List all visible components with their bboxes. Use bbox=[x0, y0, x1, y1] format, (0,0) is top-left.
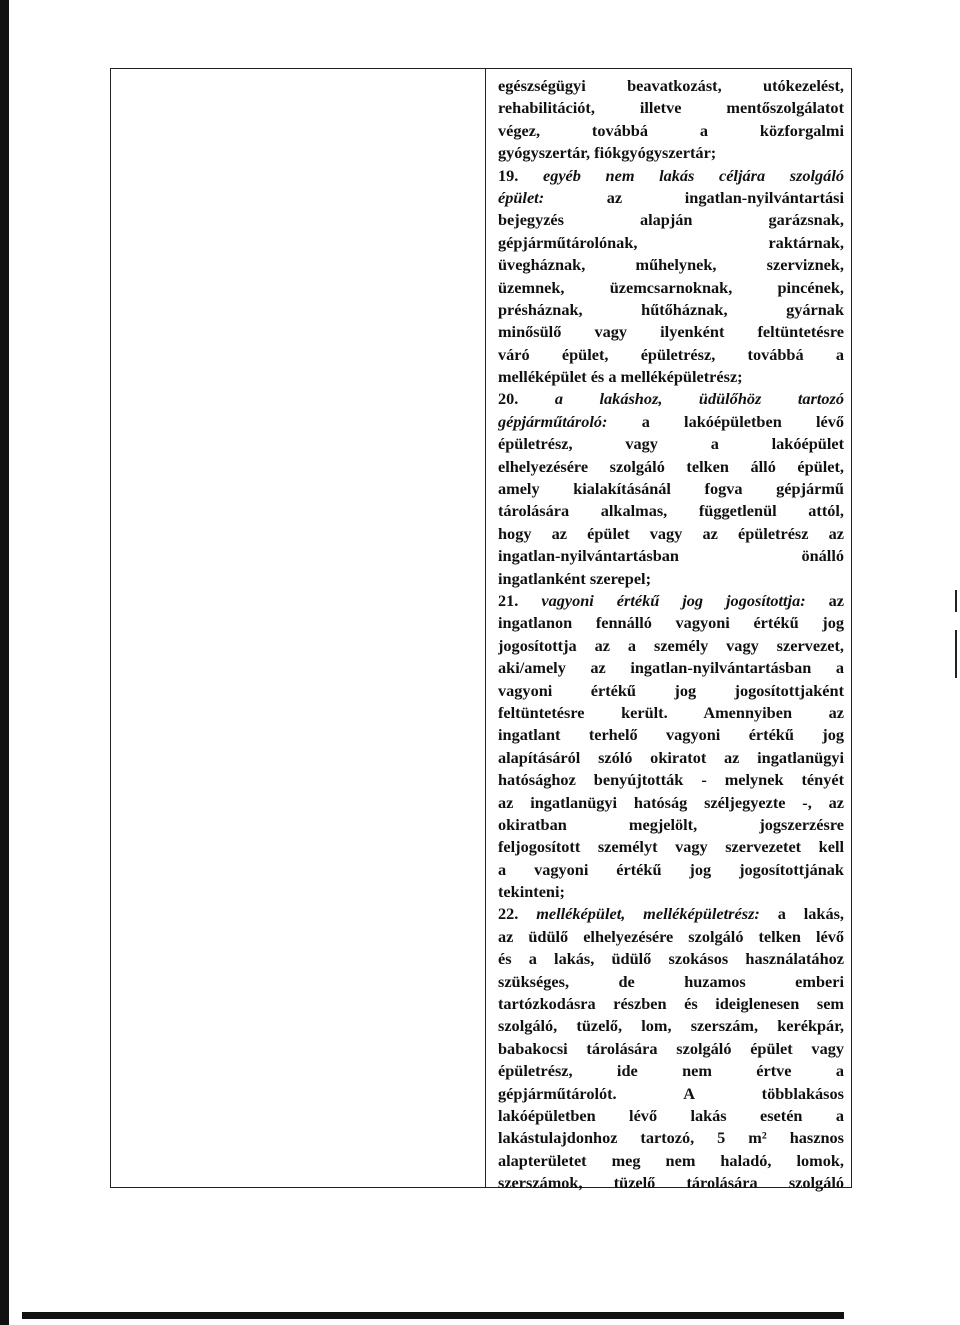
text-line bbox=[498, 1083, 844, 1105]
line-text: hatósághoz benyújtották - melynek tényét bbox=[498, 770, 844, 790]
column-divider bbox=[485, 69, 486, 1187]
line-text: lakástulajdonhoz tartozó, 5 m² hasznos bbox=[498, 1128, 844, 1148]
line-text: egészségügyi beavatkozást, utókezelést, bbox=[498, 76, 844, 95]
item-number: 20. bbox=[498, 389, 519, 409]
text-line bbox=[498, 1038, 844, 1060]
text-line bbox=[498, 545, 844, 567]
defined-term: a lakáshoz, üdülőhöz tartozó bbox=[554, 389, 844, 409]
defined-term: vagyoni értékű jog jogosítottja: bbox=[541, 590, 806, 610]
text-line bbox=[498, 948, 844, 970]
line-text: üzemnek, üzemcsarnoknak, pincének, bbox=[498, 277, 844, 297]
text-line bbox=[498, 254, 844, 276]
line-text: ingatlanként szerepel; bbox=[498, 568, 652, 588]
text-line bbox=[498, 859, 844, 881]
line-text: az ingatlanügyi hatóság széljegyezte -, az bbox=[498, 792, 844, 812]
text-line bbox=[498, 814, 844, 836]
line-text: épületrész, ide nem értve a bbox=[498, 1061, 844, 1081]
line-text: tárolására alkalmas, függetlenül attól, bbox=[498, 501, 844, 521]
line-text: bejegyzés alapján garázsnak, bbox=[498, 210, 844, 230]
line-text: melléképület és a melléképületrész; bbox=[498, 367, 743, 387]
text-line bbox=[498, 1060, 844, 1082]
text-line bbox=[498, 299, 844, 321]
scan-edge-bar bbox=[0, 0, 9, 1325]
scan-margin-mark bbox=[955, 590, 957, 612]
line-text: minősülő vagy ilyenként feltüntetésre bbox=[498, 322, 844, 342]
text-line bbox=[498, 1105, 844, 1127]
line-text: végez, továbbá a közforgalmi bbox=[498, 120, 844, 140]
text-line bbox=[498, 456, 844, 478]
line-text: üvegháznak, műhelynek, szerviznek, bbox=[498, 255, 844, 275]
line-text: vagyoni értékű jog jogosítottjaként bbox=[498, 680, 844, 700]
text-line bbox=[498, 187, 844, 209]
line-text: szükséges, de huzamos emberi bbox=[498, 971, 844, 991]
line-text: a vagyoni értékű jog jogosítottjának bbox=[498, 859, 844, 879]
text-line bbox=[498, 478, 844, 500]
line-text: présháznak, hűtőháznak, gyárnak bbox=[498, 299, 844, 319]
line-text: babakocsi tárolására szolgáló épület vagy bbox=[498, 1038, 844, 1058]
text-line bbox=[498, 433, 844, 455]
item-number: 21. bbox=[498, 590, 519, 610]
definition-text-cell bbox=[498, 75, 844, 1195]
item-number: 22. bbox=[498, 904, 519, 924]
text-line bbox=[498, 277, 844, 299]
text-line bbox=[498, 1015, 844, 1037]
empty-left-cell bbox=[111, 69, 485, 1187]
text-line bbox=[498, 120, 844, 142]
text-line bbox=[498, 836, 844, 858]
line-text: váró épület, épületrész, továbbá a bbox=[498, 344, 844, 364]
text-line bbox=[498, 500, 844, 522]
text-line bbox=[498, 792, 844, 814]
line-text: feltüntetésre került. Amennyiben az bbox=[498, 702, 844, 722]
text-line bbox=[498, 1172, 844, 1194]
text-line bbox=[498, 1127, 844, 1149]
text-line bbox=[498, 209, 844, 231]
line-text: ingatlan-nyilvántartásban önálló bbox=[498, 546, 844, 566]
text-line bbox=[498, 411, 844, 433]
line-text: a lakás, bbox=[777, 904, 844, 924]
text-line bbox=[498, 657, 844, 679]
text-line bbox=[498, 1150, 844, 1172]
text-line bbox=[498, 97, 844, 119]
text-line bbox=[498, 142, 844, 164]
defined-term: egyéb nem lakás céljára szolgáló bbox=[542, 165, 844, 185]
text-line bbox=[498, 75, 844, 97]
document-table bbox=[110, 68, 852, 1193]
line-text: szerszámok, tüzelő tárolására szolgáló bbox=[498, 1173, 844, 1193]
line-text: szolgáló, tüzelő, lom, szerszám, kerékpár, bbox=[498, 1016, 844, 1036]
line-text: aki/amely az ingatlan-nyilvántartásban a bbox=[498, 658, 844, 678]
text-line bbox=[498, 971, 844, 993]
line-text: gyógyszertár, fiókgyógyszertár; bbox=[498, 143, 717, 163]
line-text: ingatlanon fennálló vagyoni értékű jog bbox=[498, 613, 844, 633]
text-line bbox=[498, 769, 844, 791]
line-text: az ingatlan-nyilvántartási bbox=[606, 187, 844, 207]
line-text: az bbox=[828, 590, 844, 610]
text-line bbox=[498, 366, 844, 388]
text-line bbox=[498, 590, 844, 612]
line-text: feljogosított személyt vagy szervezetet kell bbox=[498, 837, 844, 857]
line-text: épületrész, vagy a lakóépület bbox=[498, 434, 844, 454]
text-line bbox=[498, 523, 844, 545]
defined-term: gépjárműtároló: bbox=[498, 411, 608, 431]
text-line bbox=[498, 993, 844, 1015]
text-line bbox=[498, 388, 844, 410]
line-text: a lakóépületben lévő bbox=[641, 411, 844, 431]
text-line bbox=[498, 702, 844, 724]
line-text: ingatlant terhelő vagyoni értékű jog bbox=[498, 725, 844, 745]
line-text: hogy az épület vagy az épületrész az bbox=[498, 523, 844, 543]
text-line bbox=[498, 724, 844, 746]
text-line bbox=[498, 344, 844, 366]
line-text: rehabilitációt, illetve mentőszolgálatot bbox=[498, 98, 844, 118]
line-text: jogosítottja az a személy vagy szervezet, bbox=[498, 635, 844, 655]
line-text: tekinteni; bbox=[498, 882, 565, 902]
line-text: és a lakás, üdülő szokásos használatához bbox=[498, 949, 844, 969]
line-text: alapterületet meg nem haladó, lomok, bbox=[498, 1150, 844, 1170]
text-line bbox=[498, 680, 844, 702]
line-text: tartózkodásra részben és ideiglenesen sem bbox=[498, 994, 844, 1014]
scan-margin-mark bbox=[955, 630, 957, 678]
text-line bbox=[498, 926, 844, 948]
text-line bbox=[498, 165, 844, 187]
line-text: alapításáról szóló okiratot az ingatlanügyi bbox=[498, 747, 844, 767]
text-line bbox=[498, 747, 844, 769]
scan-bottom-bar bbox=[22, 1312, 844, 1319]
line-text: lakóépületben lévő lakás esetén a bbox=[498, 1105, 844, 1125]
text-line bbox=[498, 232, 844, 254]
text-line bbox=[498, 568, 844, 590]
line-text: amely kialakításánál fogva gépjármű bbox=[498, 479, 844, 499]
text-line bbox=[498, 321, 844, 343]
line-text: az üdülő elhelyezésére szolgáló telken lévő bbox=[498, 926, 844, 946]
line-text: elhelyezésére szolgáló telken álló épület, bbox=[498, 456, 844, 476]
text-line bbox=[498, 881, 844, 903]
line-text: okiratban megjelölt, jogszerzésre bbox=[498, 814, 844, 834]
defined-term: épület: bbox=[498, 187, 545, 207]
line-text: gépjárműtárolót. A többlakásos bbox=[498, 1083, 844, 1103]
text-line bbox=[498, 635, 844, 657]
defined-term: melléképület, melléképületrész: bbox=[536, 904, 760, 924]
text-line bbox=[498, 612, 844, 634]
line-text: gépjárműtárolónak, raktárnak, bbox=[498, 232, 844, 252]
item-number: 19. bbox=[498, 165, 519, 185]
text-line bbox=[498, 903, 844, 925]
